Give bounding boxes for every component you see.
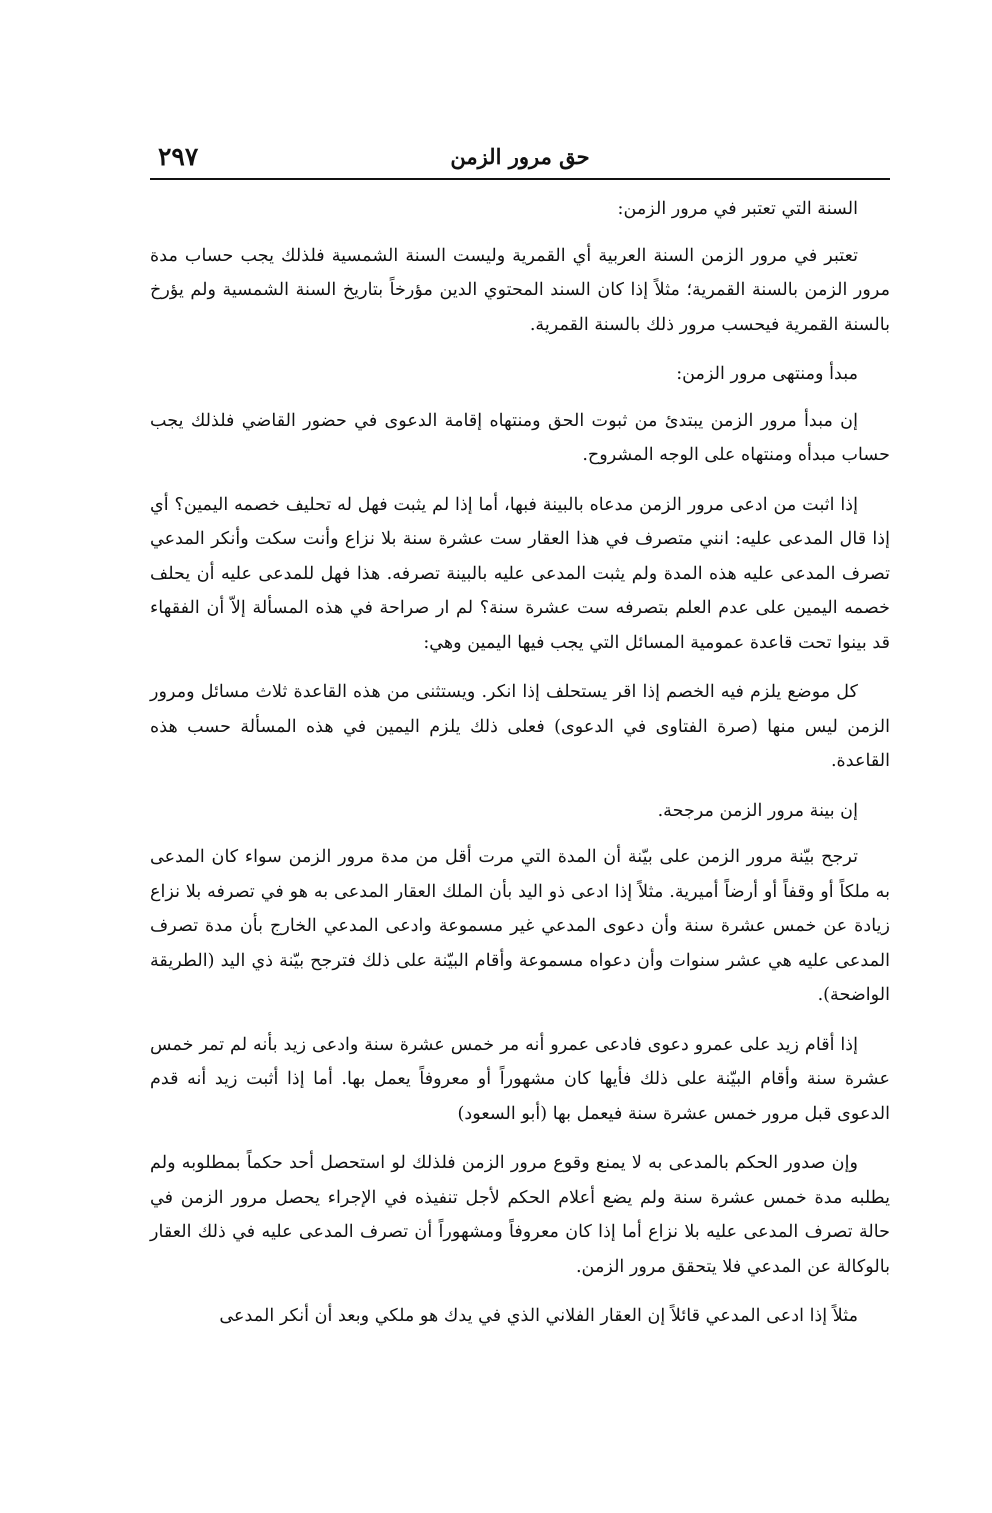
section-heading-preferred-evidence: إن بينة مرور الزمن مرجحة. [657,800,858,821]
section-heading-lunar-year: السنة التي تعتبر في مرور الزمن: [617,199,858,219]
section-heading-start-end: مبدأ ومنتهى مرور الزمن: [676,364,858,384]
paragraph-zayd-amr: إذا أقام زيد على عمرو دعوى فادعى عمرو أنه مر خمس عشرة سنة وادعى زيد بأنه لم تمر خمس عشرة سنة وأقام البيّنة على ذلك فأيها كان مشهوراً أو معروفاً يعمل بها. أما إذا أثبت زيد أنه قدم الدعوى قبل مرور خمس عشرة سنة فيعمل بها (أبو السعود) [150,1034,890,1124]
page-number: ٢٩٧ [158,142,199,171]
book-page [150,138,890,1398]
page-body [150,192,890,1334]
paragraph-oath-rule: كل موضع يلزم فيه الخصم إذا اقر يستحلف إذا انكر. ويستثنى من هذه القاعدة ثلاث مسائل ومرور الزمن ليس منها (صرة الفتاوى في الدعوى) فعلى ذلك يلزم اليمين في هذه المسألة حسب هذه القاعدة. [150,682,890,771]
paragraph-preferred-evidence: ترجح بيّنة مرور الزمن على بيّنة أن المدة التي مرت أقل من مدة مرور الزمن سواء كان المدعى به ملكاً أو وقفاً أو أرضاً أميرية. مثلاً إذا ادعى ذو اليد بأن الملك العقار المدعى به هو في تصرفه بلا نزاع زيادة عن خمس عشرة سنة وأن دعوى المدعي غير مسموعة وادعى المدعي الخارج بأن مدة تصرف المدعى عليه هي عشر سنوات وأن دعواه مسموعة وأقام البيّنة على ذلك فترجح بيّنة ذي اليد (الطريقة الواضحة). [150,847,890,1005]
paragraph-oath-question: إذا اثبت من ادعى مرور الزمن مدعاه بالبينة فبها، أما إذا لم يثبت فهل له تحليف خصمه اليمين؟ أي إذا قال المدعى عليه: انني متصرف في هذا العقار ست عشرة سنة بلا نزاع وأنت سكت وأنكر المدعي تصرف المدعى عليه هذه المدة ولم يثبت المدعى عليه بالبينة تصرفه. هذا فهل للمدعى عليه أن يحلف خصمه اليمين على عدم العلم بتصرفه ست عشرة سنة؟ لم ار صراحة في هذه المسألة إلاّ أن الفقهاء قد بينوا تحت قاعدة عمومية المسائل التي يجب فيها اليمين وهي: [150,494,890,653]
paragraph-start-end: إن مبدأ مرور الزمن يبتدئ من ثبوت الحق ومنتهاه إقامة الدعوى في حضور القاضي فلذلك يجب حساب مبدأه ومنتهاه على الوجه المشروح. [150,410,890,465]
running-title: حق مرور الزمن [450,144,590,169]
paragraph-judgment: وإن صدور الحكم بالمدعى به لا يمنع وقوع مرور الزمن فلذلك لو استحصل أحد حكماً بمطلوبه ولم يطلبه مدة خمس عشرة سنة ولم يضع أعلام الحكم لأجل تنفيذه في الإجراء يحصل مرور الزمن في حالة تصرف المدعى عليه بلا نزاع أما إذا كان معروفاً ومشهوراً أن تصرف المدعى عليه في ذلك العقار بالوكالة عن المدعي فلا يتحقق مرور الزمن. [150,1153,890,1277]
paragraph-example: مثلاً إذا ادعى المدعي قائلاً إن العقار الفلاني الذي في يدك هو ملكي وبعد أن أنكر المدعى [219,1306,858,1326]
page-header [150,138,890,180]
paragraph-lunar-year: تعتبر في مرور الزمن السنة العربية أي القمرية وليست السنة الشمسية فلذلك يجب حساب مدة مرور الزمن بالسنة القمرية؛ مثلاً إذا كان السند المحتوي الدين مؤرخاً بتاريخ السنة الشمسية ولم يؤرخ بالسنة القمرية فيحسب مرور ذلك بالسنة القمرية. [150,245,890,335]
